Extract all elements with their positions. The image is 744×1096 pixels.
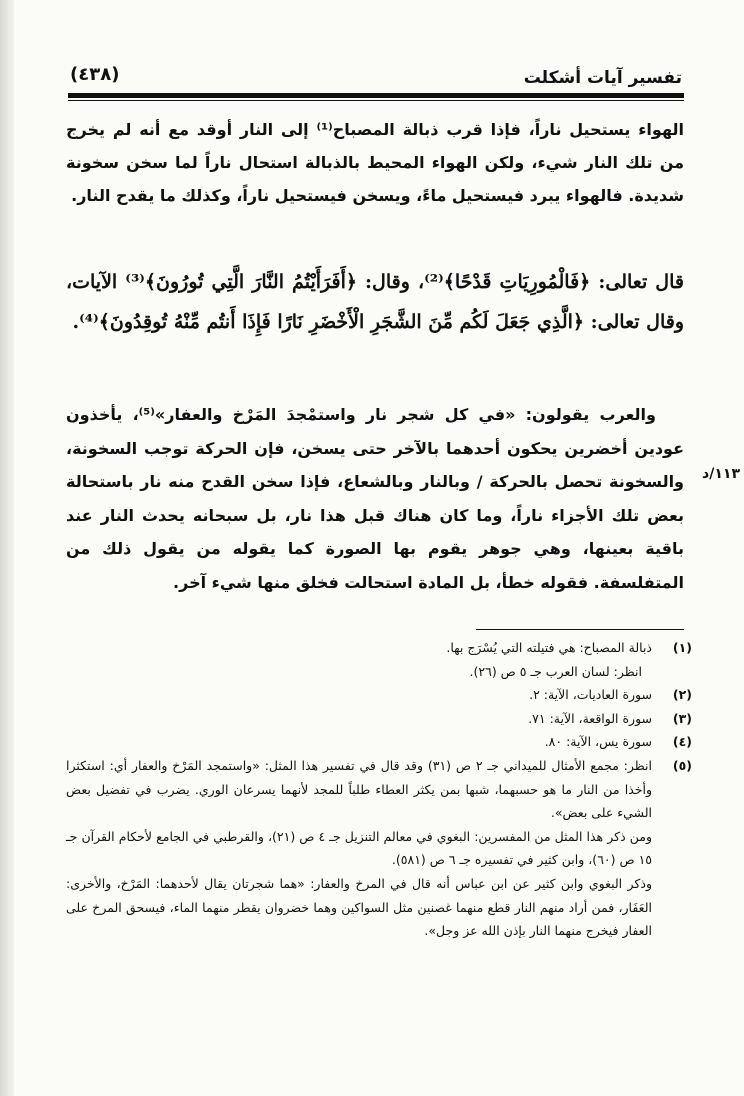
footnote-number: (٣) [672, 710, 692, 726]
footnotes [66, 636, 692, 943]
footnote-separator [476, 629, 684, 630]
body-text-top [66, 113, 684, 212]
page-number: (٤٣٨) [70, 64, 120, 85]
footnote-number: (٢) [672, 687, 692, 703]
footnote-line: انظر: لسان العرب جـ ٥ ص (٢٦). [469, 663, 642, 679]
footnote-line: سورة يس، الآية: ٨٠. [544, 734, 652, 750]
footnote-line: انظر: مجمع الأمثال للميداني جـ ٢ ص (٣١) وقد قال في تفسير هذا المثل: «واستمجد المَرْخ والعفار أي: استكثرا وأخذا من النار ما هو حسبهما، شبها بمن يكثر العطاء طلباً للمجد لأنهما يسرعان الوري. يضرب في تفضيل بعض الشيء على بعض». [66, 757, 653, 821]
body-text-bottom [66, 398, 684, 600]
footnote-line: سورة العاديات، الآية: ٢. [529, 687, 652, 703]
footnote-line: ومن ذكر هذا المثل من المفسرين: البغوي في معالم التنزيل جـ ٤ ص (٢١)، والقرطبي في الجامع لأحكام القرآن جـ ١٥ ص (٦٠)، وابن كثير في تفسيره جـ ٦ ص (٥٨١). [66, 828, 652, 868]
paragraph-2: والعرب يقولون: «في كل شجر نار واستمْجدَ المَرْخ والعفار»⁽⁵⁾، يأخذون عودين أخضرين يحكون أحدهما بالآخر حتى يسخن، فإن الحركة توجب السخونة، والسخونة تحصل بالحركة / وبالنار وبالشعاع، فإذا سخن القدح منه نار باستحالة بعض تلك الأجزاء ناراً، وما كان هناك قبل هذا نار، بل سبحانه يحدث النار عند باقية بعينها، وهي جوهر يقوم بها الصورة كما يقوله من يقول ذلك من المتفلسفة. فقوله خطأ، بل المادة استحالت فخلق منها شيء آخر. [66, 405, 684, 592]
footnote-3 [66, 707, 692, 731]
footnote-2 [66, 683, 692, 707]
footnote-number: (٥) [672, 757, 692, 773]
manuscript-margin-note: ١١٣/د [702, 466, 740, 482]
book-title: تفسير آيات أشكلت [523, 68, 682, 88]
footnote-1 [66, 636, 692, 683]
header-rule-thick [68, 93, 684, 98]
footnote-number: (١) [672, 640, 692, 655]
footnote-number: (٤) [672, 734, 692, 750]
footnote-4 [66, 730, 692, 754]
page-header [70, 60, 682, 90]
paragraph-1: الهواء يستحيل ناراً، فإذا قرب ذبالة المصباح⁽¹⁾ إلى النار أوقد مع أنه لم يخرج من تلك النار شيء، ولكن الهواء المحيط بالذبالة استحال ناراً لما سخن سخونة شديدة. فالهواء يبرد فيستحيل ماءً، ويسخن فيستحيل ناراً، وكذلك ما يقدح النار. [66, 120, 685, 205]
page-edge [0, 0, 14, 1096]
footnote-line: وذكر البغوي وابن كثير عن ابن عباس أنه قال في المرخ والعفار: «هما شجرتان يقال لأحدهما: المَرْخ، والأخرى: العَفَار، فمن أراد منهم النار قطع منهما غصنين مثل السواكين وهما خضروان يقطر منهما الماء، فيسحق المرخ على العفار فيخرج منهما النار بإذن الله عز وجل». [66, 875, 652, 939]
footnote-5 [66, 754, 692, 943]
quran-passage: قال تعالى: ﴿فَالْمُورِيَاتِ قَدْحًا﴾⁽²⁾، وقال: ﴿أَفَرَأَيْتُمُ النَّارَ الَّتِي تُورُونَ﴾⁽³⁾ الآيات، وقال تعالى: ﴿الَّذِي جَعَلَ لَكُم مِّنَ الشَّجَرِ الْأَخْضَرِ نَارًا فَإِذَا أَنتُم مِّنْهُ تُوقِدُونَ﴾⁽⁴⁾. [66, 271, 684, 333]
footnote-line: ذبالة المصباح: هي فتيلته التي يُسْرَج بها. [446, 640, 652, 655]
header-rule-thin [68, 100, 684, 101]
footnote-line: سورة الواقعة، الآية: ٧١. [528, 710, 652, 726]
